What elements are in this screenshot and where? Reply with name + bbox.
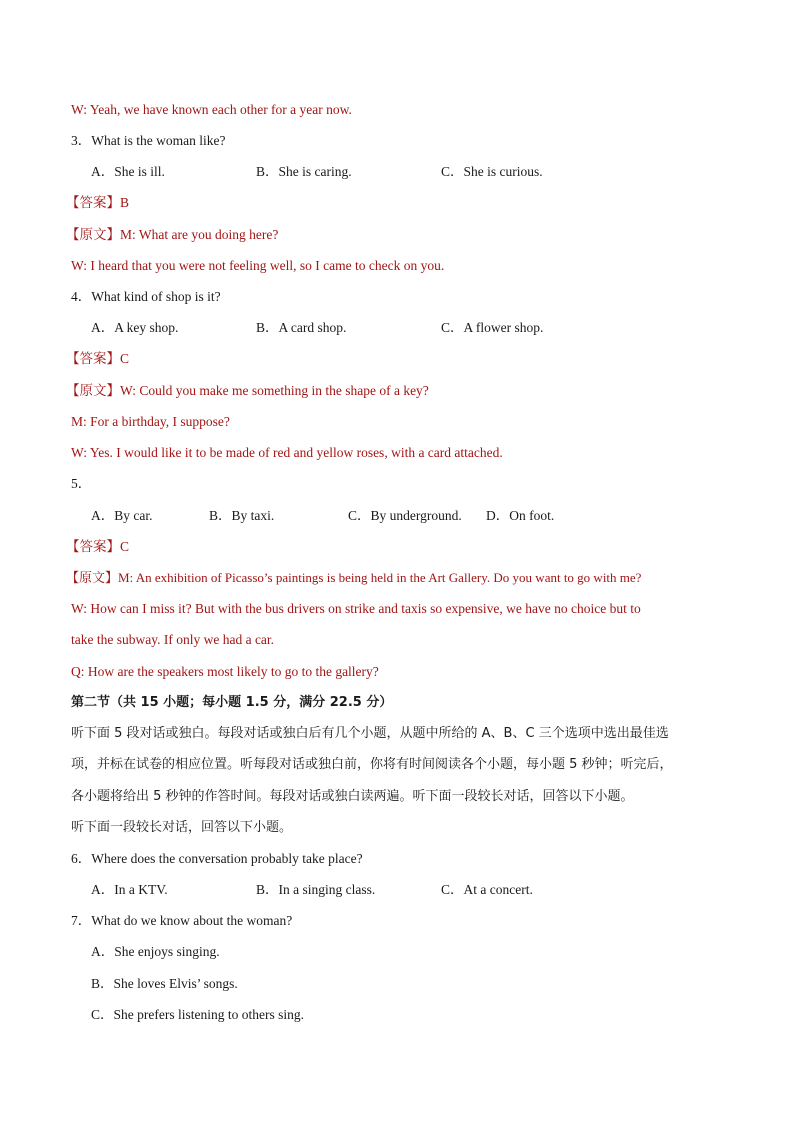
q4-answer	[66, 350, 746, 368]
q3-question: 3．What is the woman like?	[71, 133, 226, 148]
q3-option-a: A．She is ill.	[91, 164, 165, 179]
script-text: M: What are you doing here?	[120, 227, 279, 242]
script-tag: 【原文】	[66, 227, 120, 243]
answer-value: C	[120, 351, 130, 366]
section-instructions-line-4: 听下面一段较长对话，回答以下小题。	[71, 820, 293, 835]
q4-script-line-3: W: Yes. I would like it to be made of red and yellow roses, with a card attached.	[71, 445, 503, 460]
script-tag: 【原文】	[66, 571, 119, 586]
q3-answer	[66, 194, 746, 212]
q5-option-d: D．On foot.	[486, 508, 555, 523]
q3-script-line-2: W: I heard that you were not feeling well, so I came to check on you.	[71, 258, 445, 273]
answer-value: B	[120, 195, 130, 210]
answer-tag: 【答案】	[66, 539, 120, 555]
q5-question: 5．	[71, 476, 92, 491]
section-instructions-line-1: 听下面 5 段对话或独白。每段对话或独白后有几个小题，从题中所给的 A、B、C 三个选项中选出最佳选	[71, 726, 669, 741]
q5-script-line-4: Q: How are the speakers most likely to go to the gallery?	[71, 664, 379, 679]
q5-script-line-2: W: How can I miss it? But with the bus drivers on strike and taxis so expensive, we have no choice but to	[71, 601, 641, 616]
answer-tag: 【答案】	[66, 351, 120, 367]
q6-option-c: C．At a concert.	[441, 882, 533, 897]
q7-question: 7．What do we know about the woman?	[71, 913, 293, 928]
q6-question: 6．Where does the conversation probably take place?	[71, 851, 363, 866]
q5-option-a: A．By car.	[91, 508, 153, 523]
q3-script-line-1	[66, 226, 746, 244]
q4-option-c: C．A flower shop.	[441, 320, 544, 335]
answer-value: C	[120, 539, 130, 554]
q7-option-c: C．She prefers listening to others sing.	[91, 1007, 304, 1022]
script-text: W: Could you make me something in the shape of a key?	[120, 383, 429, 398]
q5-script-line-3: take the subway. If only we had a car.	[71, 632, 275, 647]
q5-script-line-1	[66, 569, 746, 588]
q3-option-b: B．She is caring.	[256, 164, 352, 179]
section-instructions-line-3: 各小题将给出 5 秒钟的作答时间。每段对话或独白读两遍。听下面一段较长对话，回答以下小题。	[71, 789, 634, 804]
q5-answer	[66, 538, 746, 556]
q6-option-b: B．In a singing class.	[256, 882, 376, 897]
script-tag: 【原文】	[66, 383, 120, 399]
q7-option-b: B．She loves Elvis’ songs.	[91, 976, 238, 991]
q4-option-b: B．A card shop.	[256, 320, 347, 335]
q3-option-c: C．She is curious.	[441, 164, 543, 179]
q7-option-a: A．She enjoys singing.	[91, 944, 220, 959]
q2-script-line: W: Yeah, we have known each other for a year now.	[71, 102, 352, 117]
q4-option-a: A．A key shop.	[91, 320, 179, 335]
script-text: M: An exhibition of Picasso’s paintings is being held in the Art Gallery. Do you want to go with me?	[118, 570, 642, 585]
section-heading: 第二节（共 15 小题；每小题 1.5 分，满分 22.5 分）	[71, 695, 393, 710]
q4-question: 4．What kind of shop is it?	[71, 289, 221, 304]
q4-script-line-2: M: For a birthday, I suppose?	[71, 414, 230, 429]
q6-option-a: A．In a KTV.	[91, 882, 168, 897]
answer-tag: 【答案】	[66, 195, 120, 211]
section-instructions-line-2: 项，并标在试卷的相应位置。听每段对话或独白前，你将有时间阅读各个小题，每小题 5 秒钟；听完后，	[71, 757, 673, 772]
q5-option-c: C．By underground.	[348, 508, 462, 523]
q5-option-b: B．By taxi.	[209, 508, 275, 523]
q4-script-line-1	[66, 382, 746, 400]
